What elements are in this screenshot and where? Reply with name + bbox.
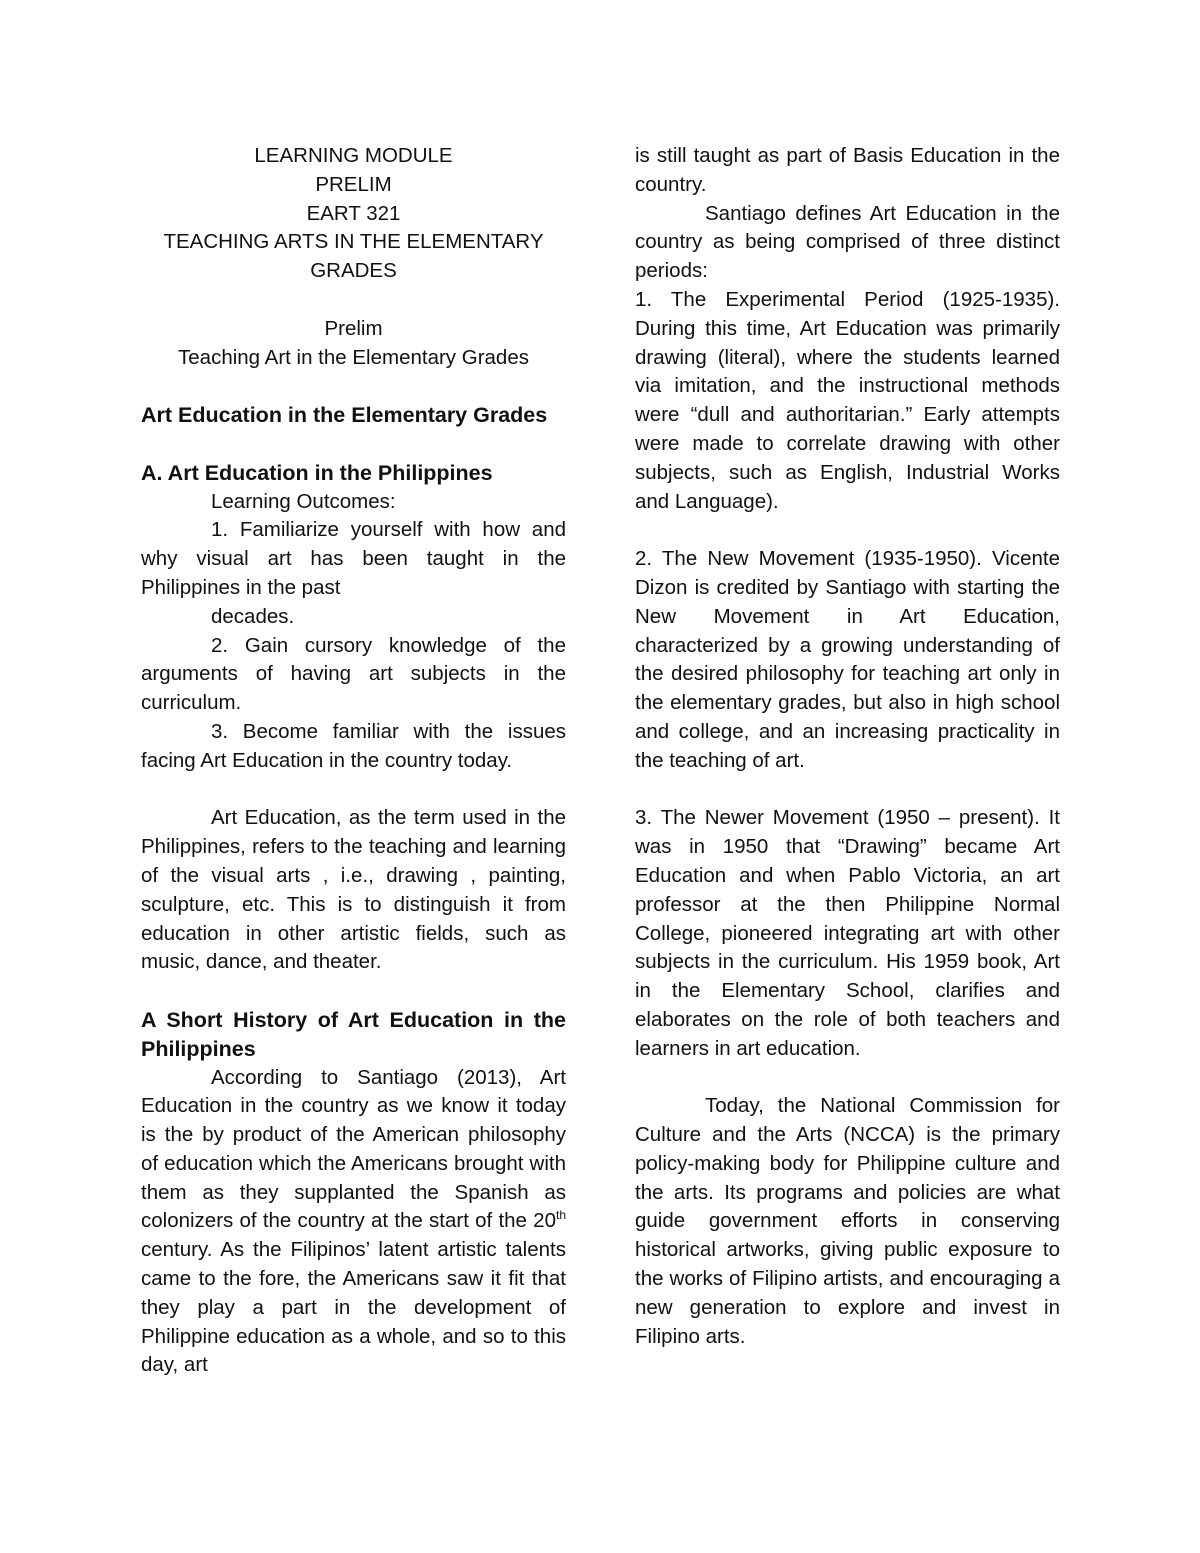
heading-art-education-philippines: A. Art Education in the Philippines <box>141 460 493 485</box>
outcome-3: 3. Become familiar with the issues facing Art Education in the country today. <box>141 719 566 772</box>
course-code: EART 321 <box>306 201 401 225</box>
history-paragraph <box>141 1064 566 1381</box>
ordinal-suffix: th <box>555 1208 566 1223</box>
module-title: LEARNING MODULE <box>254 144 453 167</box>
right-column <box>635 142 1060 1351</box>
heading-short-history: A Short History of Art Education in the Philippines <box>141 1007 566 1061</box>
period-experimental: 1. The Experimental Period (1925-1935). During this time, Art Education was primarily drawing (literal), where the students learned via imitation, and the instructional methods were “dull and authoritarian.” Early attempts were made to correlate drawing with other subjects, such as English, Industrial Works and Language). <box>635 287 1060 513</box>
history-continuation: is still taught as part of Basis Education in the country. <box>635 144 1060 196</box>
history-text-part2: century. As the Filipinos’ latent artistic talents came to the fore, the Americans saw it fit that they play a part in the development of Philippine education as a whole, and so to this day, art <box>141 1238 566 1377</box>
learning-outcomes-label: Learning Outcomes: <box>211 489 396 513</box>
period-newer-movement: 3. The Newer Movement (1950 – present). It was in 1950 that “Drawing” became Art Education and when Pablo Victoria, an art professor at the then Philippine Normal College, pioneered integrating art with other subjects in the curriculum. His 1959 book, Art in the Elementary School, clarifies and elaborates on the role of both teachers and learners in art education. <box>635 806 1060 1060</box>
period-new-movement: 2. The New Movement (1935-1950). Vicente Dizon is credited by Santiago with starting the New Movement in Art Education, characterized by a growing understanding of the desired philosophy for teaching art only in the elementary grades, but also in high school and college, and an increasing practicality in the teaching of art. <box>635 547 1060 772</box>
module-term: PRELIM <box>315 172 392 196</box>
course-title-line2: GRADES <box>310 259 397 283</box>
outcome-1-line3: Philippines in the past <box>141 575 341 599</box>
left-column <box>141 142 566 1380</box>
course-title-line1: TEACHING ARTS IN THE ELEMENTARY <box>163 230 544 254</box>
three-periods-intro: Santiago defines Art Education in the country as being comprised of three distinct periods: <box>635 201 1060 283</box>
outcome-2: 2. Gain cursory knowledge of the arguments of having art subjects in the curriculum. <box>141 633 566 715</box>
art-education-definition: Art Education, as the term used in the Philippines, refers to the teaching and learning of the visual arts , i.e., drawing , painting, sculpture, etc. This is to distinguish it from education in other artistic fields, such as music, dance, and theater. <box>141 806 566 974</box>
main-heading: Art Education in the Elementary Grades <box>141 403 548 428</box>
section-topic: Teaching Art in the Elementary Grades <box>178 345 529 369</box>
history-text-part1: According to Santiago (2013), Art Education in the country as we know it today is the by product of the American philosophy of education which the Americans brought with them as they supplanted the Spanish as colonizers of the country at the start of the 20 <box>141 1065 566 1233</box>
section-term: Prelim <box>324 316 383 340</box>
outcome-1-line2: why visual art has been taught in the <box>141 547 566 571</box>
ncca-paragraph: Today, the National Commission for Culture and the Arts (NCCA) is the primary policy-making body for Philippine culture and the arts. Its programs and policies are what guide government efforts in conserving historical artworks, giving public exposure to the works of Filipino artists, and encouraging a new generation to explore and invest in Filipino arts. <box>635 1094 1060 1348</box>
outcome-1-line4: decades. <box>211 604 295 628</box>
outcome-1-line1: 1. Familiarize yourself with how and <box>211 518 566 542</box>
